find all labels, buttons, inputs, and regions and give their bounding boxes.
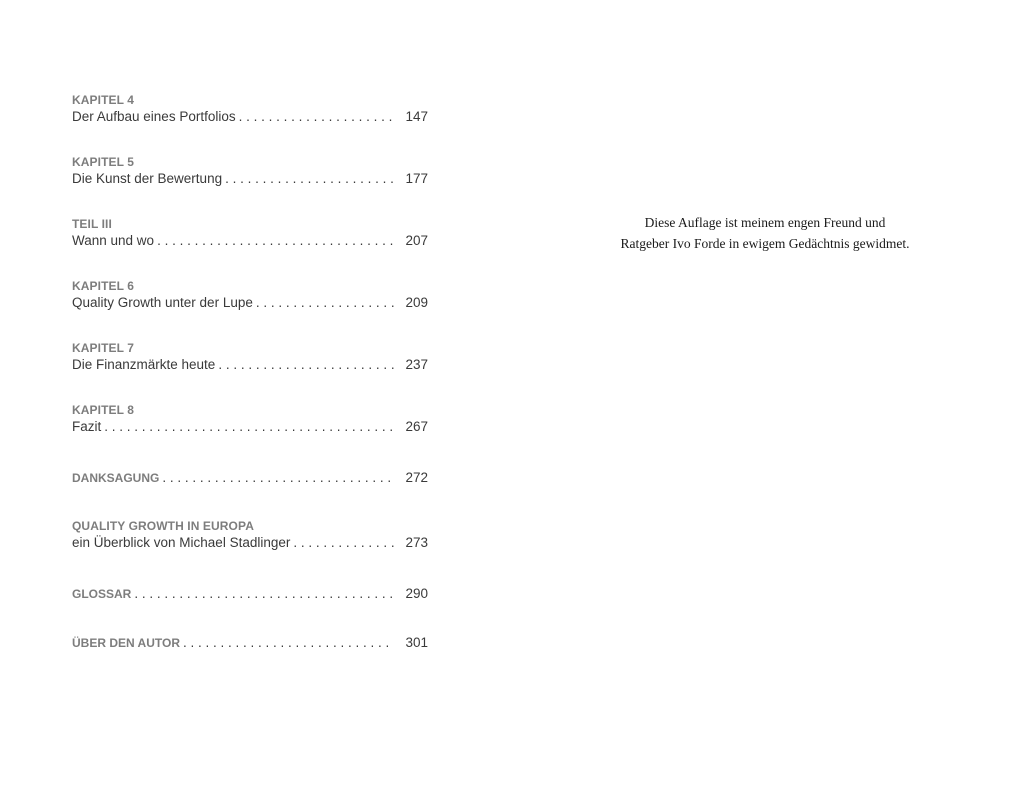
toc-entry-kapitel-6 <box>72 278 428 312</box>
toc-title: ein Überblick von Michael Stadlinger <box>72 535 291 550</box>
toc-entry-glossar <box>72 586 428 602</box>
toc-line <box>72 470 428 486</box>
dedication-line-2: Ratgeber Ivo Forde in ewigem Gedächtnis gewidmet. <box>620 236 910 251</box>
toc-title: Die Finanzmärkte heute <box>72 357 216 372</box>
toc-leader-dots <box>131 586 394 602</box>
toc-title: Fazit <box>72 419 102 434</box>
toc-heading: DANKSAGUNG <box>72 471 160 485</box>
toc-title: Der Aufbau eines Portfolios <box>72 109 236 124</box>
toc-leader-dots <box>253 294 394 312</box>
toc-heading: ÜBER DEN AUTOR <box>72 636 181 650</box>
toc-page-number: 290 <box>405 586 428 601</box>
toc-page-number: 147 <box>405 109 428 124</box>
toc-page-number: 272 <box>405 470 428 485</box>
toc-heading: KAPITEL 4 <box>72 93 135 107</box>
toc-page-number: 301 <box>405 635 428 650</box>
toc-entry-kapitel-4 <box>72 92 428 126</box>
toc-line <box>72 586 428 602</box>
dedication-line-1: Diese Auflage ist meinem engen Freund und <box>644 215 886 230</box>
toc-heading: QUALITY GROWTH IN EUROPA <box>72 519 254 533</box>
toc-entry-kapitel-5 <box>72 154 428 188</box>
toc-page-number: 237 <box>405 357 428 372</box>
toc-heading: TEIL III <box>72 217 112 231</box>
toc-page-number: 209 <box>405 295 428 310</box>
toc-title: Wann und wo <box>72 233 155 248</box>
table-of-contents <box>72 0 432 793</box>
toc-leader-dots <box>236 108 394 126</box>
toc-title: Quality Growth unter der Lupe <box>72 295 253 310</box>
toc-entry-kapitel-8 <box>72 402 428 436</box>
toc-leader-dots <box>101 418 394 436</box>
toc-heading: GLOSSAR <box>72 587 132 601</box>
toc-line <box>72 534 428 552</box>
toc-page-number: 177 <box>405 171 428 186</box>
toc-page-number: 267 <box>405 419 428 434</box>
toc-entry-kapitel-7 <box>72 340 428 374</box>
toc-leader-dots <box>159 470 394 486</box>
toc-leader-dots <box>154 232 394 250</box>
toc-entry-ueber-den-autor <box>72 635 428 651</box>
toc-heading: KAPITEL 6 <box>72 279 135 293</box>
toc-leader-dots <box>180 635 394 651</box>
toc-line <box>72 356 428 374</box>
toc-leader-dots <box>222 170 394 188</box>
toc-entry-quality-growth-europa <box>72 518 428 552</box>
toc-page-number: 273 <box>405 535 428 550</box>
toc-title: Die Kunst der Bewertung <box>72 171 223 186</box>
toc-heading: KAPITEL 5 <box>72 155 135 169</box>
dedication <box>560 212 970 254</box>
toc-leader-dots <box>215 356 394 374</box>
toc-heading: KAPITEL 7 <box>72 341 135 355</box>
toc-entry-danksagung <box>72 470 428 486</box>
toc-entry-teil-3 <box>72 216 428 250</box>
toc-line <box>72 170 428 188</box>
toc-line <box>72 108 428 126</box>
toc-line <box>72 232 428 250</box>
toc-leader-dots <box>290 534 394 552</box>
toc-page-number: 207 <box>405 233 428 248</box>
toc-line <box>72 294 428 312</box>
toc-line <box>72 635 428 651</box>
toc-line <box>72 418 428 436</box>
toc-heading: KAPITEL 8 <box>72 403 135 417</box>
